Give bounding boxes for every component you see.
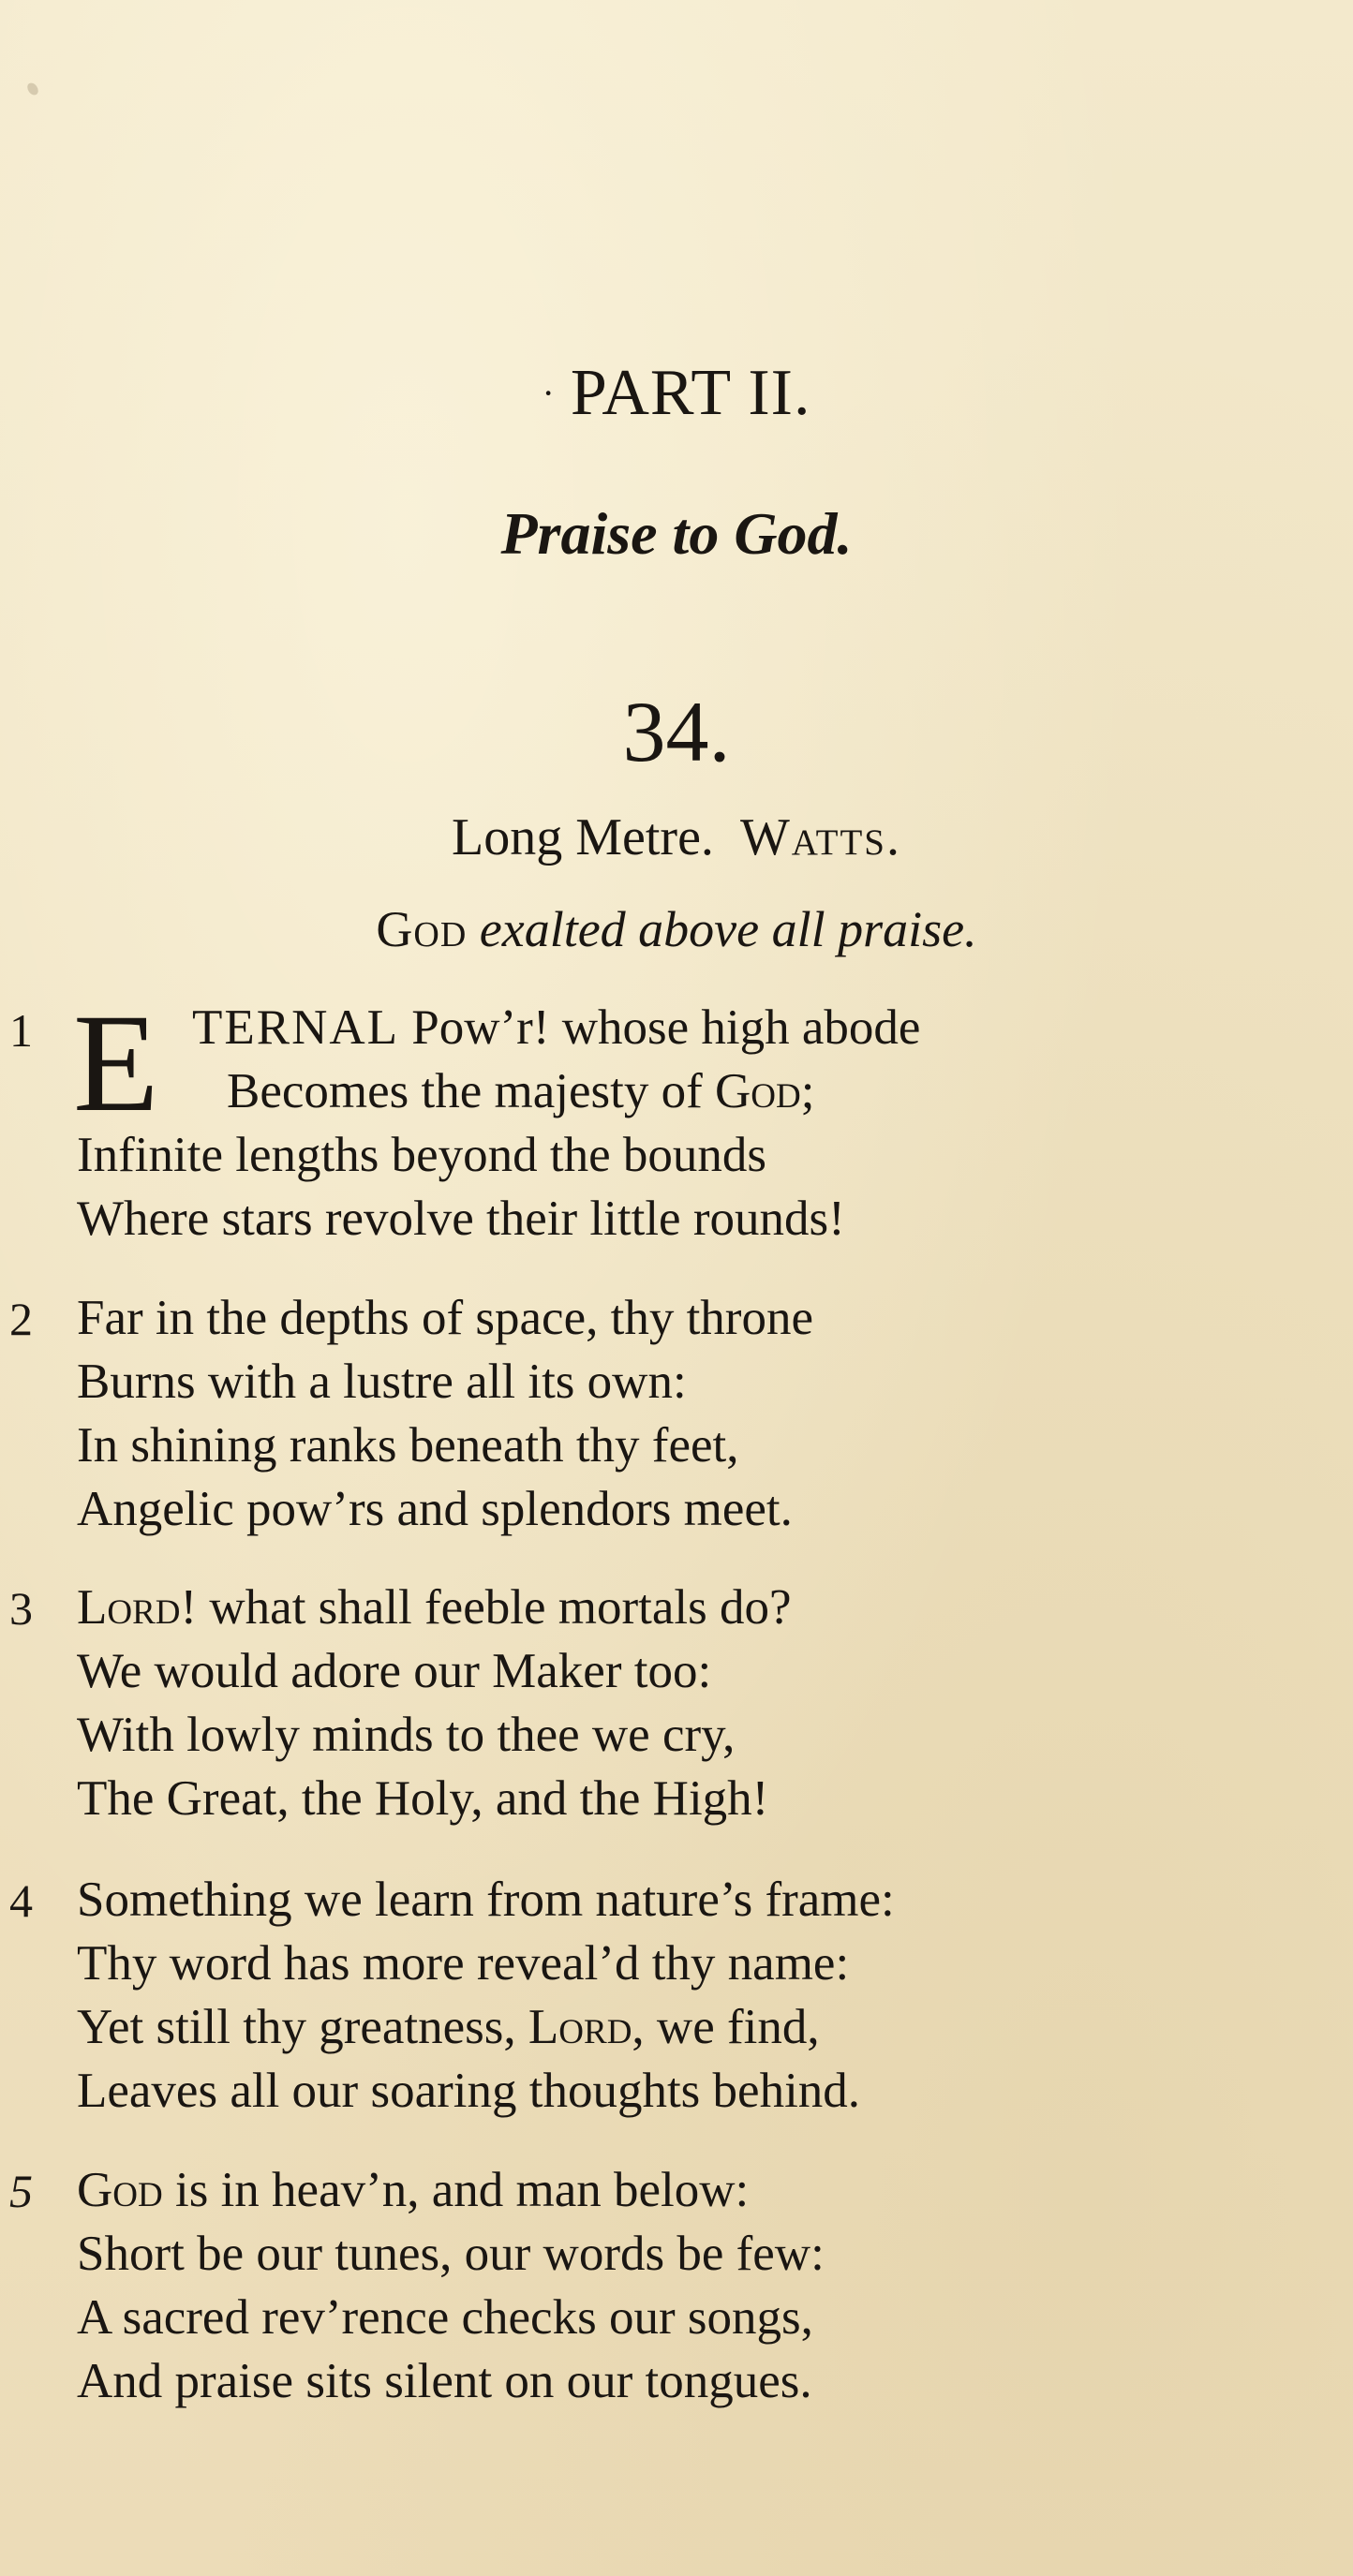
meter-text: Long Metre. [452, 808, 714, 866]
stanza-line: We would adore our Maker too: [77, 1644, 712, 1698]
line2-post: ; [800, 1064, 815, 1118]
part-dot: · [542, 371, 556, 414]
stanza-number: 1 [9, 1004, 33, 1057]
stanza-line: In shining ranks beneath thy feet, [77, 1418, 739, 1473]
hymn-subject [0, 901, 1353, 957]
stanza-line: Thy word has more reveal’d thy name: [77, 1936, 850, 1991]
author-name: Watts. [739, 808, 901, 866]
line2-god: God [715, 1064, 801, 1118]
stanza-line: The Great, the Holy, and the High! [77, 1771, 769, 1826]
part-title-text: PART II. [570, 357, 811, 429]
stanza-line: And praise sits silent on our tongues. [77, 2354, 812, 2408]
line3-lord: Lord [528, 2000, 632, 2054]
stanza-number: 5 [9, 2165, 33, 2217]
line1-rest: is in heav’n, and man below: [162, 2163, 750, 2217]
stanza-line [227, 1064, 815, 1118]
stanza-line: Burns with a lustre all its own: [77, 1355, 687, 1409]
stanza-line [192, 1000, 921, 1055]
stanza-line: Far in the depths of space, thy throne [77, 1291, 813, 1345]
stanza-line [77, 1580, 792, 1635]
subject-god: God [376, 901, 468, 957]
part-heading [0, 357, 1353, 429]
meter-line [0, 808, 1353, 866]
section-title: Praise to God. [500, 500, 853, 567]
stanza-line: Where stars revolve their little rounds! [77, 1192, 845, 1246]
line1-caps: TERNAL [192, 1000, 400, 1055]
stanza-line [77, 2163, 750, 2217]
stanza-line: With lowly minds to thee we cry, [77, 1708, 736, 1762]
paper-mark [25, 81, 40, 96]
line3-post: , we find, [632, 2000, 820, 2054]
line3-pre: Yet still thy greatness, [77, 2000, 516, 2054]
subject-rest: exalted above all praise. [479, 901, 977, 957]
line1-lord: Lord [77, 1580, 181, 1635]
hymn-number: 34. [622, 684, 731, 779]
stanza-line: Infinite lengths beyond the bounds [77, 1128, 766, 1182]
line1-rest: Pow’r! whose high abode [411, 1000, 921, 1055]
stanza-number: 3 [9, 1582, 33, 1635]
drop-cap: E [73, 985, 159, 1141]
stanza-line [77, 2000, 820, 2054]
line1-rest: ! what shall feeble mortals do? [180, 1580, 792, 1635]
stanza-line: Short be our tunes, our words be few: [77, 2227, 825, 2281]
stanza-line: Leaves all our soaring thoughts behind. [77, 2064, 861, 2118]
line1-god: God [77, 2163, 163, 2217]
stanza-line: Angelic pow’rs and splendors meet. [77, 1482, 793, 1536]
stanza-number: 2 [9, 1293, 33, 1345]
stanza-number: 4 [9, 1874, 33, 1927]
stanza-line: A sacred rev’rence checks our songs, [77, 2290, 813, 2345]
line2-pre: Becomes the majesty of [227, 1064, 703, 1118]
stanza-line: Something we learn from nature’s frame: [77, 1873, 895, 1927]
